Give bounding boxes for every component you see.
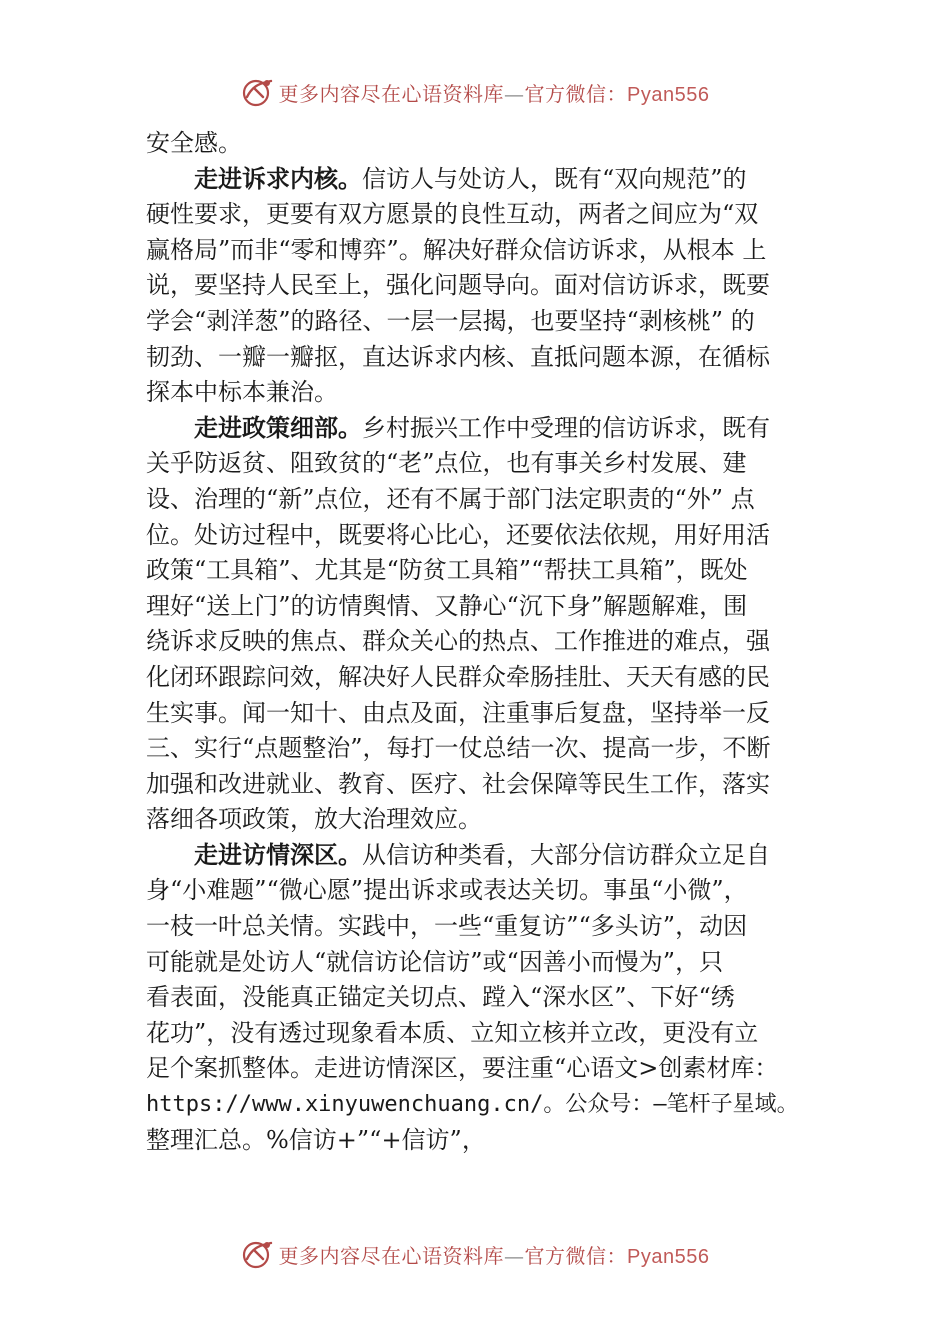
text-run: 乡村振兴工作中受理的信访诉求，既有 (362, 413, 770, 442)
text-line: 理好“送上门”的访情舆情、又静心“沉下身”解题解难，围 (146, 591, 748, 620)
text-line: 关乎防返贫、阻致贫的“老”点位，也有事关乡村发展、建 (146, 449, 747, 478)
text-line: 政策“工具箱”、尤其是“防贫工具箱”“帮扶工具箱”，既处 (146, 556, 748, 585)
text-line: 说，要坚持人民至上，强化问题导向。面对信访诉求，既要 (146, 271, 770, 300)
url-line: https://www.xinyuwenchuang.cn/。公众号：—笔杆子星域。 (146, 1092, 799, 1118)
article-body (146, 126, 814, 1158)
text-line: 绕诉求反映的焦点、群众关心的热点、工作推进的难点，强 (146, 627, 770, 656)
text-line: 位。处访过程中，既要将心比心，还要依法依规，用好用活 (146, 520, 770, 549)
banner-title: 更多内容尽在心语资料库 (278, 81, 505, 106)
text-line: 硬性要求，更要有双方愿景的良性互动，两者之间应为“双 (146, 200, 759, 229)
text-line: 足个案抓整体。走进访情深区，要注重“心语文>创素材库： (146, 1054, 779, 1083)
text-line: 看表面，没能真正锚定关切点、蹚入“深水区”、下好“绣 (146, 983, 735, 1012)
text-line: 身“小难题”“微心愿”提出诉求或表达关切。事虽“小微”， (146, 876, 748, 905)
text-run: 信访人与处访人，既有“双向规范”的 (362, 164, 747, 193)
paragraph-start (146, 162, 814, 198)
text-line: 落细各项政策，放大治理效应。 (146, 805, 482, 834)
text-line: 整理汇总。%信访+”“+信访”， (146, 1125, 486, 1154)
banner-title: 更多内容尽在心语资料库 (278, 1243, 505, 1268)
banner-wechat-label: 官方微信： (524, 1243, 628, 1268)
text-line: 生实事。闻一知十、由点及面，注重事后复盘，坚持举一反 (146, 698, 770, 727)
banner-dash: — (504, 81, 525, 106)
paragraph-start (146, 411, 814, 447)
text-line: 赢格局”而非“零和博弈”。解决好群众信访诉求，从根本 上 (146, 235, 767, 264)
text-line: 安全感。 (146, 129, 242, 157)
banner-text (279, 78, 710, 107)
text-line: 花功”，没有透过现象看本质、立知立核并立改，更没有立 (146, 1018, 759, 1047)
text-line: 化闭环跟踪问效，解决好人民群众牵肠挂肚、天天有感的民 (146, 662, 770, 691)
text-line: 韧劲、一瓣一瓣抠，直达诉求内核、直抵问题本源，在循标 (146, 342, 770, 371)
banner-wechat-id: Pyan556 (627, 1245, 710, 1268)
banner-wechat-id: Pyan556 (627, 83, 710, 106)
text-line: 可能就是处访人“就信访论信访”或“因善小而慢为”，只 (146, 947, 724, 976)
text-line: 探本中标本兼治。 (146, 378, 338, 407)
banner-wechat-label: 官方微信： (524, 81, 628, 106)
text-line: 学会“剥洋葱”的路径、一层一层揭，也要坚持“剥核桃” 的 (146, 306, 755, 335)
paragraph-heading: 走进诉求内核。 (194, 164, 362, 193)
paragraph-start (146, 838, 814, 874)
logo-icon (241, 1237, 275, 1271)
text-line: 三、实行“点题整治”，每打一仗总结一次、提高一步，不断 (146, 734, 771, 763)
logo-icon (241, 75, 275, 109)
text-line: 设、治理的“新”点位，还有不属于部门法定职责的“外” 点 (146, 484, 755, 513)
footer-banner (0, 1234, 950, 1274)
header-banner (0, 72, 950, 112)
paragraph-heading: 走进访情深区。 (194, 840, 362, 869)
text-line: 一枝一叶总关情。实践中，一些“重复访”“多头访”，动因 (146, 912, 748, 941)
text-line: 加强和改进就业、教育、医疗、社会保障等民生工作，落实 (146, 769, 770, 798)
text-run: 从信访种类看，大部分信访群众立足自 (362, 840, 770, 869)
banner-dash: — (504, 1243, 525, 1268)
banner-text (279, 1240, 710, 1269)
paragraph-heading: 走进政策细部。 (194, 413, 362, 442)
